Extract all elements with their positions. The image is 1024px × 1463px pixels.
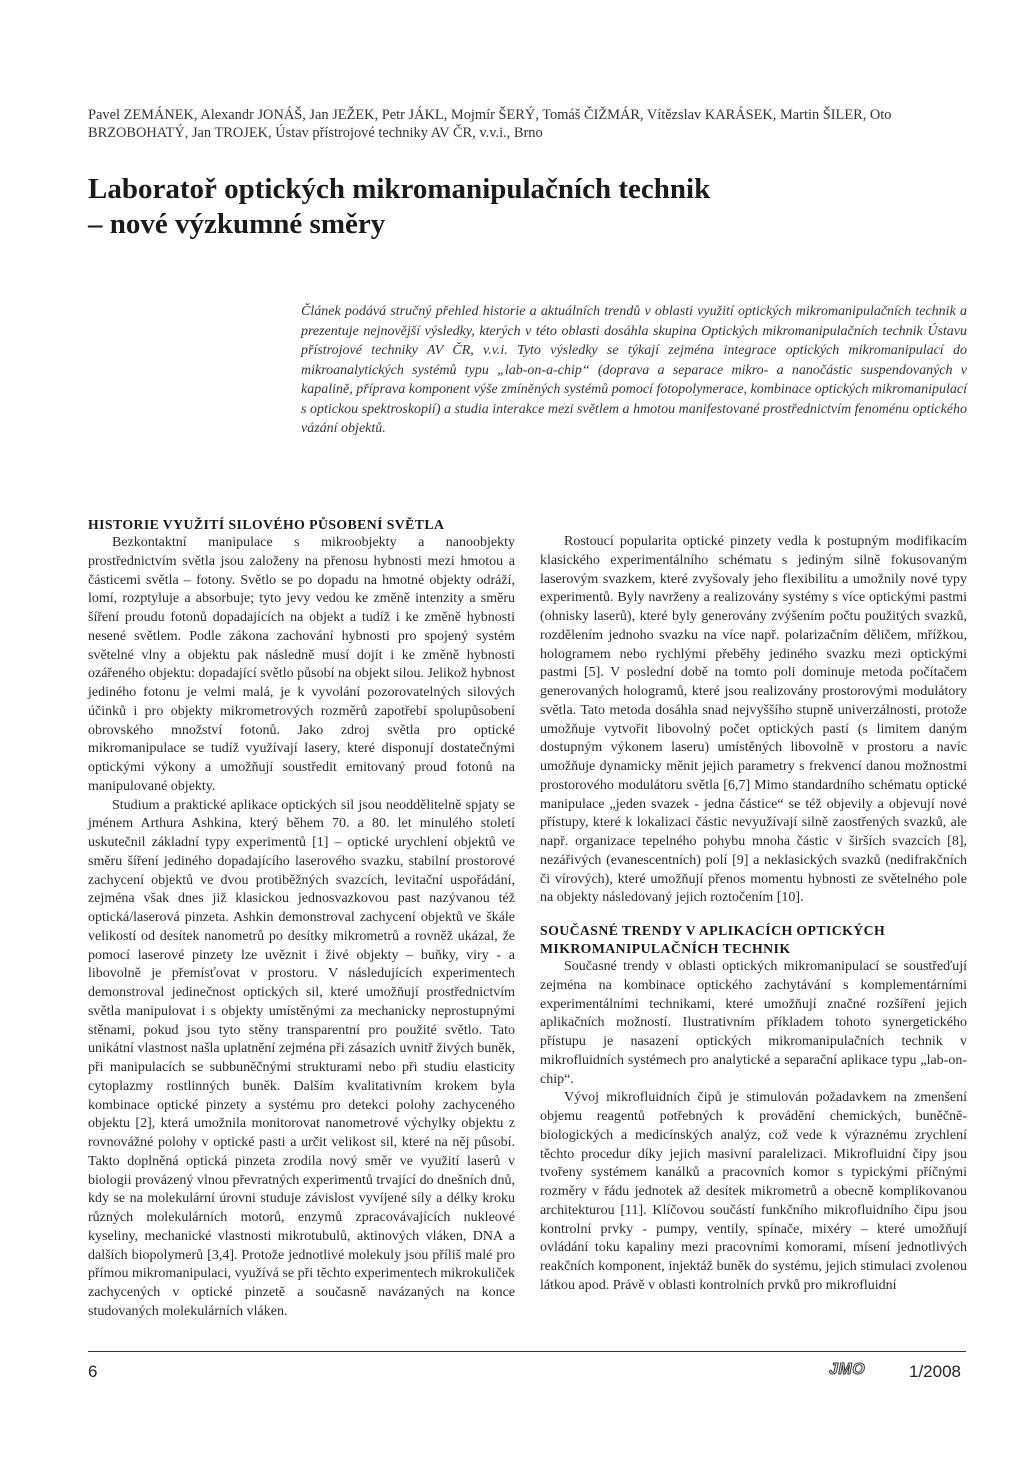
journal-logo: JMO (829, 1361, 866, 1378)
body-paragraph: Studium a praktické aplikace optických sil jsou neoddělitelně spjaty se jménem Arthura Ashkina, který během 70. a 80. let minulého století uskutečnil základní typy experimentů [1] – optické urychlení objektů ve směru šíření jediného dopadajícího laserového svazku, stabilní prostorové zachycení objektů ve dvou protiběžných svazcích, levitační uspořádání, zejména však dnes již klasickou jednosvazkovou past nazývanou též optická/laserová pinzeta. Ashkin demonstroval zachycení objektů ve škále velikostí od desítek nanometrů po desítky mikrometrů a rovněž ukázal, že pomocí laserové pinzety lze uvěznit i živé objekty – buňky, viry - a libovolně je přemísťovat v prostoru. V následujících experimentech demonstroval jedinečnost optických sil, které umožňují prostřednictvím světla manipulovat i s objekty umístěnými za mechanicky neprostupnými stěnami, pokud jsou tyto stěny transparentní pro použité světlo. Tato unikátní vlastnost našla uplatnění zejména při zásazích uvnitř živých buněk, při manipulacích se subbuněčnými strukturami nebo při studiu elasticity cytoplazmy rostlinných buněk. Dalším kvalitativním krokem byla kombinace optické pinzety a systému pro detekci polohy zachyceného objektu [2], která umožnila monitorovat nanometrové výchylky objektu z rovnovážné polohy v optické pasti a určit velikost sil, které na něj působí. Takto doplněná optická pinzeta zrodila nový směr ve využití laserů v biologii provázený vlnou převratných experimentů trvající do dnešních dnů, kdy se na molekulární úrovni studuje závislost vyvíjené síly a délky kroku různých molekulárních motorů, enzymů zpracovávajících nukleové kyseliny, mechanické vlastnosti mikrotubulů, aktinových vláken, DNA a dalších biopolymerů [3,4]. Protože jednotlivé molekuly jsou příliš malé pro přímou mikromanipulaci, využívá se při těchto experimentech mikrokuliček zachycených v optické pinzetě a současně navázaných na konce studovaných molekulárních vláken. (88, 797, 515, 1319)
author-list: Pavel ZEMÁNEK, Alexandr JONÁŠ, Jan JEŽEK, Petr JÁKL, Mojmír ŠERÝ, Tomáš ČIŽMÁR, Vítězslav KARÁSEK, Martin ŠILER, Oto BRZOBOHATÝ, Jan TROJEK, Ústav přístrojové techniky AV ČR, v.v.i., Brno (88, 107, 892, 141)
body-paragraph: Bezkontaktní manipulace s mikroobjekty a nanoobjekty prostřednictvím světla jsou založeny na přenosu hybnosti mezi hmotou a částicemi světla – fotony. Světlo se po dopadu na hmotné objekty odráží, lomí, rozptyluje a absorbuje; tyto jevy vedou ke změně intenzity a směru šíření proudu fotonů dopadajících na objekt a tudíž i ke změně hybnosti nesené světlem. Podle zákona zachování hybnosti pro spojený systém světelné vlny a objektu pak následně musí dojít i ke změně hybnosti ozářeného objektu: dopadající světlo působí na objekt silou. Jelikož hybnost jediného fotonu je velmi malá, je k vyvolání pozorovatelných silových účinků i pro objekty mikrometrových rozměrů zapotřebí spolupůsobení obrovského množství fotonů. Jako zdroj světla pro optické mikromanipulace se tudíž využívají lasery, které disponují dostatečnými optickými výkony a umožňují soustředit emitovaný proud fotonů na manipulované objekty. (88, 535, 515, 794)
body-paragraph: Rostoucí popularita optické pinzety vedla k postupným modifikacím klasického experimentálního schématu s jediným silně fokusovaným laserovým svazkem, které zvyšovaly jeho flexibilitu a umožnily nové typy experimentů. Byly navrženy a realizovány systémy s více optickými pastmi (ohnisky laserů), které byly generovány zvýšením počtu použitých svazků, rozdělením jednoho svazku na více např. polarizačním děličem, mřížkou, hologramem nebo rychlými přeběhy jediného svazku mezi optickými pastmi [5]. V poslední době na tomto poli dominuje metoda počítačem generovaných hologramů, které jsou realizovány prostorovými modulátory světla. Tato metoda dosáhla snad nejvyššího stupně univerzálnosti, protože umožňuje vytvořit libovolný počet optických pastí (s limitem daným dostupným výkonem laseru) umístěných libovolně v prostoru a navíc umožňuje dynamicky měnit jejich parametry s frekvencí danou možnostmi prostorového modulátoru světla [6,7] Mimo standardního schématu optické manipulace „jeden svazek - jedna částice“ se též objevily a objevují nové přístupy, které k lokalizaci částic nevyužívají silně zaostřených svazků, ale např. organizace tepelného pohybu mnoha částic v širších svazcích [8], nezářivých (evanescentních) polí [9] a neklasických svazků (nedifrakčních či vírových), které umožňují přenos momentu hybnosti ze světelného pole na objekty následovaný jejich roztočením [10]. (540, 534, 967, 906)
footer-divider (88, 1351, 966, 1352)
left-column (88, 516, 515, 1322)
right-column (540, 533, 967, 1296)
title-line-1: Laboratoř optických mikromanipulačních technik (88, 173, 711, 205)
title-line-2: – nové výzkumné směry (88, 208, 386, 240)
body-paragraph: Současné trendy v oblasti optických mikromanipulací se soustřeďují zejména na kombinace optického zachytávání s komplementárními experimentálními technikami, které umožňují značné rozšíření jejich aplikačních možností. Ilustrativním příkladem tohoto synergetického přístupu je nasazení optických mikromanipulačních technik v mikrofluidních systémech pro analytické a separační aplikace typu „lab-on-chip“. (540, 959, 967, 1087)
section-heading-current-trends: SOUČASNÉ TRENDY V APLIKACÍCH OPTICKÝCH MIKROMANIPULAČNÍCH TECHNIK (540, 923, 886, 956)
page-number: 6 (88, 1362, 98, 1381)
issue-number: 1/2008 (909, 1362, 961, 1381)
abstract: Článek podává stručný přehled historie a aktuálních trendů v oblasti využití optických mikromanipulačních technik a prezentuje nejnovější výsledky, kterých v této oblasti dosáhla skupina Optických mikromanipulačních technik Ústavu přístrojové techniky AV ČR, v.v.i. Tyto výsledky se týkají zejména integrace optických mikromanipulací do mikroanalytických systémů typu „lab-on-a-chip“ (doprava a separace mikro- a nanočástic suspendovaných v kapalině, příprava komponent výše zmíněných systémů pomocí fotopolymerace, kombinace optických mikromanipulací s optickou spektroskopií) a studia interakce mezi světlem a hmotou manifestované prostřednictvím fenoménu optického vázání objektů. (301, 304, 967, 436)
body-paragraph: Vývoj mikrofluidních čipů je stimulován požadavkem na zmenšení objemu reagentů potřebných k provádění chemických, buněčně-biologických a medicínských analýz, což vede k výraznému zrychlení těchto procedur díky jejich masivní paralelizaci. Mikrofluidní čipy jsou tvořeny systémem kanálků a pracovních komor s typickými příčnými rozměry v řádu jednotek až desítek mikrometrů a obecně komplikovanou architekturou [11]. Klíčovou součástí funkčního mikrofluidního čipu jsou kontrolní prvky - pumpy, ventily, spínače, mixéry – které umožňují ovládání toku kapaliny mezi pracovními komorami, mísení jednotlivých reakčních komponent, injektáž buněk do systému, jejich stimulaci zvolenou látkou apod. Právě v oblasti kontrolních prvků pro mikrofluidní (540, 1090, 967, 1293)
section-heading-history: HISTORIE VYUŽITÍ SILOVÉHO PŮSOBENÍ SVĚTLA (88, 517, 445, 532)
article-title (88, 172, 968, 242)
